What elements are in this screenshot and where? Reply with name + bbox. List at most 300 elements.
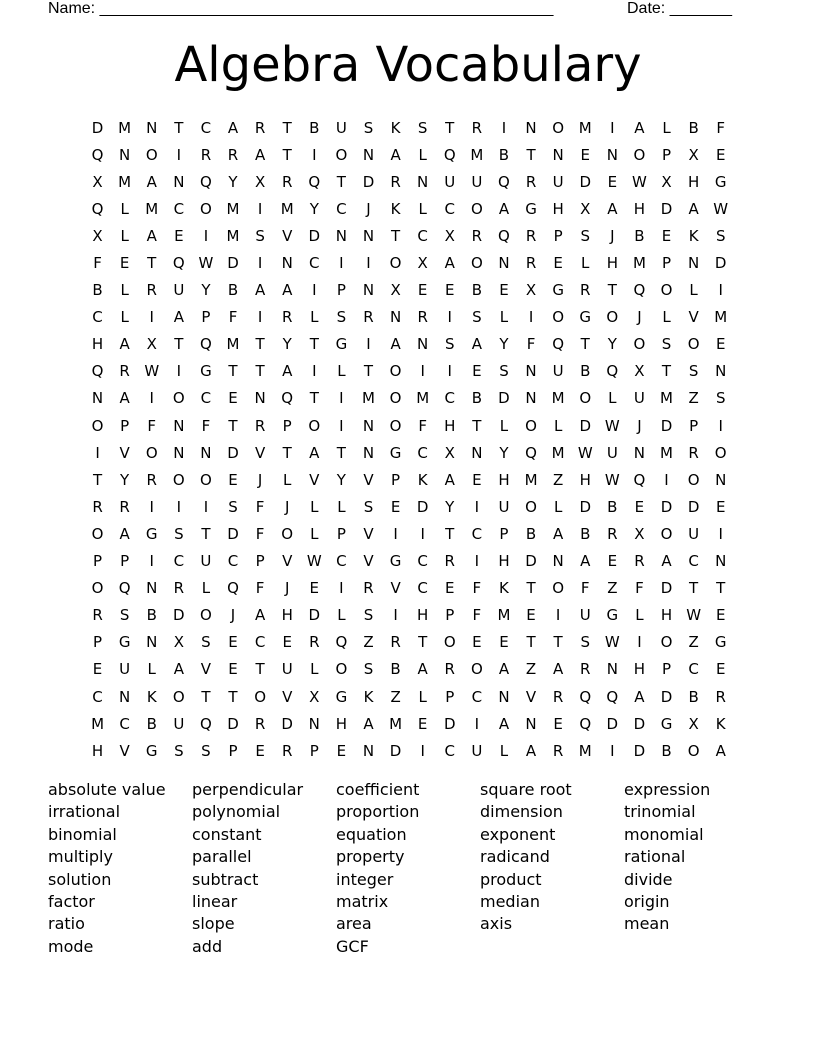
grid-letter: C xyxy=(336,552,347,571)
grid-letter: O xyxy=(687,335,700,354)
word-item: coefficient xyxy=(336,780,420,799)
grid-letter: B xyxy=(688,687,699,706)
grid-letter: E xyxy=(715,497,726,516)
grid-letter: D xyxy=(579,497,592,516)
grid-letter: O xyxy=(389,416,402,435)
grid-letter: U xyxy=(606,443,618,462)
word-column xyxy=(624,779,768,936)
grid-letter: J xyxy=(610,226,615,245)
grid-letter: D xyxy=(227,254,239,273)
grid-letter: O xyxy=(389,362,402,381)
grid-letter: R xyxy=(552,687,564,706)
grid-letter: L xyxy=(120,226,129,245)
grid-letter: M xyxy=(280,199,294,218)
grid-letter: I xyxy=(610,118,615,137)
grid-letter: R xyxy=(281,172,293,191)
grid-letter: Q xyxy=(606,362,619,381)
grid-letter: L xyxy=(337,497,346,516)
grid-letter: S xyxy=(228,497,238,516)
grid-letter: S xyxy=(688,362,699,381)
grid-letter: A xyxy=(444,470,455,489)
grid-letter: G xyxy=(714,172,727,191)
grid-letter: F xyxy=(526,335,536,354)
grid-letter: S xyxy=(445,335,455,354)
grid-letter: A xyxy=(390,145,401,164)
grid-letter: D xyxy=(660,497,673,516)
grid-letter: Q xyxy=(200,335,212,354)
grid-letter: C xyxy=(688,552,699,571)
grid-letter: F xyxy=(228,308,238,327)
grid-letter: I xyxy=(339,389,344,408)
grid-letter: T xyxy=(228,687,238,706)
grid-letter: I xyxy=(447,362,452,381)
grid-letter: N xyxy=(119,145,131,164)
grid-letter: C xyxy=(254,633,266,652)
grid-letter: Q xyxy=(525,443,537,462)
grid-letter: O xyxy=(172,389,185,408)
grid-letter: X xyxy=(634,524,645,543)
grid-letter: M xyxy=(118,172,132,191)
grid-letter: L xyxy=(662,308,671,327)
grid-letter: Q xyxy=(200,172,212,191)
grid-letter: N xyxy=(362,145,375,164)
grid-letter: T xyxy=(309,389,319,408)
grid-letter: T xyxy=(309,335,319,354)
grid-letter: N xyxy=(362,281,375,300)
grid-letter: N xyxy=(525,714,537,733)
grid-letter: O xyxy=(470,660,483,679)
grid-letter: O xyxy=(443,633,456,652)
grid-letter: M xyxy=(632,254,646,273)
grid-letter: V xyxy=(282,552,293,571)
grid-letter: S xyxy=(336,308,347,327)
grid-letter: E xyxy=(417,714,428,733)
grid-letter: C xyxy=(417,226,428,245)
grid-letter: P xyxy=(661,254,672,273)
grid-letter: A xyxy=(553,660,564,679)
grid-letter: C xyxy=(173,552,185,571)
grid-letter: U xyxy=(633,389,645,408)
grid-letter: E xyxy=(445,281,455,300)
grid-letter: J xyxy=(637,308,642,327)
grid-row xyxy=(84,385,734,412)
grid-letter: U xyxy=(281,660,293,679)
grid-letter: V xyxy=(688,308,699,327)
grid-letter: Y xyxy=(336,470,346,489)
grid-letter: L xyxy=(499,741,509,760)
grid-letter: Q xyxy=(91,145,104,164)
grid-letter: B xyxy=(525,524,537,543)
grid-letter: V xyxy=(363,470,374,489)
grid-letter: E xyxy=(607,552,618,571)
grid-letter: R xyxy=(444,552,455,571)
grid-letter: I xyxy=(203,226,209,245)
grid-letter: M xyxy=(714,308,728,327)
grid-letter: O xyxy=(172,470,185,489)
grid-letter: R xyxy=(281,308,293,327)
grid-letter: N xyxy=(715,362,727,381)
grid-letter: O xyxy=(660,524,673,543)
word-column xyxy=(336,779,480,958)
grid-letter: A xyxy=(173,308,184,327)
grid-letter: S xyxy=(174,524,184,543)
grid-letter: W xyxy=(604,416,620,435)
grid-letter: U xyxy=(119,660,131,679)
grid-letter: G xyxy=(714,633,727,652)
grid-letter: D xyxy=(362,172,375,191)
grid-letter: N xyxy=(362,416,375,435)
grid-letter: G xyxy=(200,362,212,381)
grid-letter: Y xyxy=(282,335,292,354)
word-item: subtract xyxy=(192,869,259,889)
grid-letter: N xyxy=(200,443,212,462)
grid-letter: W xyxy=(604,633,620,652)
grid-letter: Z xyxy=(390,687,401,706)
grid-letter: U xyxy=(444,172,456,191)
grid-letter: O xyxy=(389,254,402,273)
grid-letter: N xyxy=(498,254,510,273)
grid-row xyxy=(84,195,734,222)
grid-letter: A xyxy=(390,335,401,354)
grid-letter: D xyxy=(389,741,402,760)
grid-letter: M xyxy=(524,470,538,489)
grid-letter: O xyxy=(254,687,267,706)
grid-row xyxy=(84,656,734,683)
grid-letter: B xyxy=(92,281,103,300)
grid-letter: U xyxy=(173,281,185,300)
grid-letter: T xyxy=(526,145,536,164)
grid-letter: T xyxy=(336,443,346,462)
grid-letter: B xyxy=(309,118,320,137)
grid-letter: M xyxy=(551,443,565,462)
grid-row xyxy=(84,114,734,141)
word-column xyxy=(192,779,336,958)
grid-letter: S xyxy=(715,389,726,408)
word-item: product xyxy=(480,869,542,889)
grid-letter: G xyxy=(579,308,592,327)
grid-letter: O xyxy=(579,389,592,408)
grid-row xyxy=(84,277,734,304)
grid-letter: L xyxy=(310,308,319,327)
grid-letter: B xyxy=(471,389,482,408)
grid-letter: T xyxy=(661,362,672,381)
grid-letter: S xyxy=(715,226,726,245)
grid-letter: R xyxy=(92,606,103,625)
grid-letter: Z xyxy=(688,633,699,652)
grid-letter: T xyxy=(580,335,590,354)
grid-letter: I xyxy=(664,470,669,489)
grid-letter: H xyxy=(498,470,510,489)
grid-letter: P xyxy=(553,226,563,245)
grid-letter: B xyxy=(580,362,591,381)
grid-letter: H xyxy=(335,714,348,733)
grid-letter: Q xyxy=(91,199,104,218)
grid-letter: K xyxy=(363,687,374,706)
word-item: integer xyxy=(336,869,394,889)
grid-letter: P xyxy=(336,281,346,300)
grid-letter: K xyxy=(390,118,401,137)
grid-letter: F xyxy=(635,579,644,598)
grid-letter: T xyxy=(228,416,238,435)
word-item: parallel xyxy=(192,847,252,867)
grid-letter: D xyxy=(687,497,700,516)
word-item: square root xyxy=(480,780,572,799)
grid-letter: A xyxy=(580,552,591,571)
word-item: solution xyxy=(48,869,112,889)
grid-letter: K xyxy=(499,579,509,598)
grid-letter: P xyxy=(336,524,346,543)
grid-letter: R xyxy=(119,497,130,516)
grid-letter: N xyxy=(146,118,158,137)
word-item: mode xyxy=(48,936,94,956)
grid-letter: X xyxy=(254,172,266,191)
grid-letter: N xyxy=(525,118,537,137)
grid-letter: Q xyxy=(335,633,348,652)
grid-letter: P xyxy=(661,145,672,164)
grid-letter: T xyxy=(526,579,536,598)
grid-letter: O xyxy=(525,497,537,516)
grid-letter: O xyxy=(660,633,673,652)
grid-letter: G xyxy=(335,687,348,706)
grid-letter: K xyxy=(715,714,726,733)
grid-row xyxy=(84,439,734,466)
grid-letter: V xyxy=(254,443,266,462)
grid-letter: R xyxy=(254,416,266,435)
grid-row xyxy=(84,331,734,358)
grid-letter: E xyxy=(119,254,130,273)
grid-letter: M xyxy=(226,226,240,245)
grid-letter: O xyxy=(281,524,294,543)
grid-letter: J xyxy=(257,470,263,489)
grid-letter: L xyxy=(608,389,617,408)
grid-letter: O xyxy=(714,443,727,462)
grid-letter: E xyxy=(336,741,347,760)
grid-letter: L xyxy=(120,281,129,300)
grid-letter: A xyxy=(146,172,157,191)
grid-letter: Z xyxy=(363,633,374,652)
grid-letter: L xyxy=(418,199,427,218)
grid-letter: N xyxy=(525,362,537,381)
grid-letter: A xyxy=(119,524,130,543)
grid-letter: T xyxy=(147,254,157,273)
grid-letter: Q xyxy=(498,226,510,245)
grid-letter: R xyxy=(525,172,537,191)
grid-letter: C xyxy=(336,199,347,218)
grid-letter: N xyxy=(91,389,104,408)
grid-letter: B xyxy=(146,606,157,625)
grid-letter: H xyxy=(417,606,429,625)
grid-letter: A xyxy=(309,443,320,462)
grid-letter: P xyxy=(445,687,455,706)
grid-letter: B xyxy=(688,118,699,137)
grid-letter: G xyxy=(525,199,537,218)
grid-letter: R xyxy=(363,308,374,327)
grid-letter: E xyxy=(282,633,292,652)
grid-letter: A xyxy=(553,524,564,543)
grid-letter: I xyxy=(420,741,425,760)
grid-letter: W xyxy=(198,254,214,273)
grid-letter: I xyxy=(312,145,317,164)
word-column xyxy=(480,779,624,936)
grid-letter: J xyxy=(230,606,236,625)
grid-letter: I xyxy=(528,308,534,327)
name-line: Name: ___________________________________________________ xyxy=(48,0,554,17)
grid-letter: C xyxy=(471,687,483,706)
grid-letter: I xyxy=(555,606,561,625)
grid-letter: G xyxy=(335,335,348,354)
grid-row xyxy=(84,575,734,602)
grid-letter: I xyxy=(95,443,100,462)
word-item: perpendicular xyxy=(192,780,304,799)
grid-letter: B xyxy=(390,660,401,679)
grid-letter: V xyxy=(282,226,293,245)
grid-letter: E xyxy=(228,660,238,679)
grid-letter: L xyxy=(553,416,563,435)
grid-letter: M xyxy=(389,714,403,733)
grid-letter: G xyxy=(552,281,564,300)
grid-letter: H xyxy=(281,606,293,625)
grid-letter: A xyxy=(471,335,482,354)
grid-letter: I xyxy=(257,308,263,327)
grid-letter: H xyxy=(606,254,618,273)
grid-letter: D xyxy=(308,226,321,245)
grid-row xyxy=(84,710,734,737)
grid-letter: Y xyxy=(607,335,617,354)
word-item: GCF xyxy=(336,936,369,956)
grid-letter: N xyxy=(308,714,320,733)
grid-letter: T xyxy=(445,524,455,543)
grid-letter: S xyxy=(417,118,428,137)
grid-letter: L xyxy=(310,524,319,543)
grid-letter: N xyxy=(498,687,510,706)
grid-letter: T xyxy=(255,335,265,354)
grid-letter: L xyxy=(120,199,129,218)
grid-letter: C xyxy=(417,443,428,462)
grid-letter: H xyxy=(579,470,591,489)
grid-letter: N xyxy=(119,687,131,706)
letter-grid xyxy=(84,114,734,764)
grid-letter: R xyxy=(254,118,266,137)
grid-letter: O xyxy=(200,606,212,625)
grid-letter: A xyxy=(173,660,184,679)
grid-letter: N xyxy=(471,443,483,462)
grid-letter: T xyxy=(282,145,292,164)
grid-letter: T xyxy=(255,362,265,381)
grid-letter: X xyxy=(417,254,428,273)
grid-letter: U xyxy=(552,172,564,191)
grid-letter: R xyxy=(281,741,293,760)
grid-letter: A xyxy=(119,335,130,354)
grid-letter: L xyxy=(310,660,319,679)
grid-letter: I xyxy=(420,524,425,543)
grid-letter: B xyxy=(607,497,618,516)
grid-letter: A xyxy=(254,145,266,164)
grid-letter: C xyxy=(309,254,320,273)
grid-letter: M xyxy=(470,145,484,164)
grid-letter: G xyxy=(145,741,158,760)
grid-letter: D xyxy=(579,172,592,191)
grid-letter: A xyxy=(607,199,618,218)
grid-letter: D xyxy=(308,606,321,625)
grid-letter: X xyxy=(580,199,591,218)
grid-letter: J xyxy=(637,416,642,435)
grid-letter: T xyxy=(363,362,374,381)
word-item: polynomial xyxy=(192,802,281,822)
grid-letter: M xyxy=(118,118,132,137)
grid-letter: K xyxy=(417,470,428,489)
grid-letter: C xyxy=(444,389,455,408)
grid-letter: D xyxy=(660,579,673,598)
grid-letter: T xyxy=(174,118,184,137)
grid-letter: I xyxy=(718,524,723,543)
grid-letter: A xyxy=(498,199,510,218)
grid-letter: A xyxy=(715,741,726,760)
grid-letter: C xyxy=(173,199,185,218)
word-item: absolute value xyxy=(48,780,166,799)
grid-letter: L xyxy=(147,660,156,679)
word-item: property xyxy=(336,847,405,867)
grid-letter: E xyxy=(228,633,238,652)
grid-letter: E xyxy=(472,362,482,381)
grid-letter: D xyxy=(633,714,646,733)
grid-letter: I xyxy=(447,308,452,327)
grid-letter: E xyxy=(472,470,482,489)
grid-letter: I xyxy=(393,524,398,543)
grid-letter: F xyxy=(255,497,265,516)
word-item: divide xyxy=(624,869,673,889)
grid-letter: T xyxy=(526,633,536,652)
grid-letter: M xyxy=(145,199,159,218)
grid-letter: D xyxy=(606,714,619,733)
grid-letter: T xyxy=(92,470,103,489)
grid-letter: L xyxy=(337,362,346,381)
grid-letter: J xyxy=(284,497,290,516)
grid-letter: I xyxy=(474,552,480,571)
grid-letter: F xyxy=(147,416,157,435)
grid-letter: C xyxy=(417,552,428,571)
grid-letter: I xyxy=(610,741,615,760)
grid-letter: L xyxy=(310,497,319,516)
grid-letter: N xyxy=(606,660,618,679)
grid-letter: Q xyxy=(308,172,321,191)
grid-letter: O xyxy=(633,335,646,354)
grid-letter: E xyxy=(255,741,265,760)
grid-letter: O xyxy=(389,389,402,408)
grid-letter: D xyxy=(660,416,673,435)
grid-letter: X xyxy=(444,443,455,462)
word-item: exponent xyxy=(480,824,556,844)
grid-letter: D xyxy=(714,254,727,273)
grid-letter: Q xyxy=(552,335,565,354)
date-line: Date: _______ xyxy=(627,0,732,17)
grid-letter: N xyxy=(173,416,185,435)
grid-letter: M xyxy=(91,714,105,733)
word-item: dimension xyxy=(480,802,563,822)
grid-row xyxy=(84,629,734,656)
grid-letter: R xyxy=(390,172,401,191)
grid-letter: L xyxy=(553,497,563,516)
grid-letter: N xyxy=(525,389,537,408)
grid-letter: U xyxy=(498,497,510,516)
grid-letter: D xyxy=(227,714,239,733)
grid-row xyxy=(84,358,734,385)
grid-letter: N xyxy=(173,172,185,191)
grid-letter: H xyxy=(91,741,104,760)
grid-letter: P xyxy=(689,416,699,435)
word-item: factor xyxy=(48,892,95,912)
grid-letter: Q xyxy=(579,714,592,733)
word-item: ratio xyxy=(48,914,85,934)
